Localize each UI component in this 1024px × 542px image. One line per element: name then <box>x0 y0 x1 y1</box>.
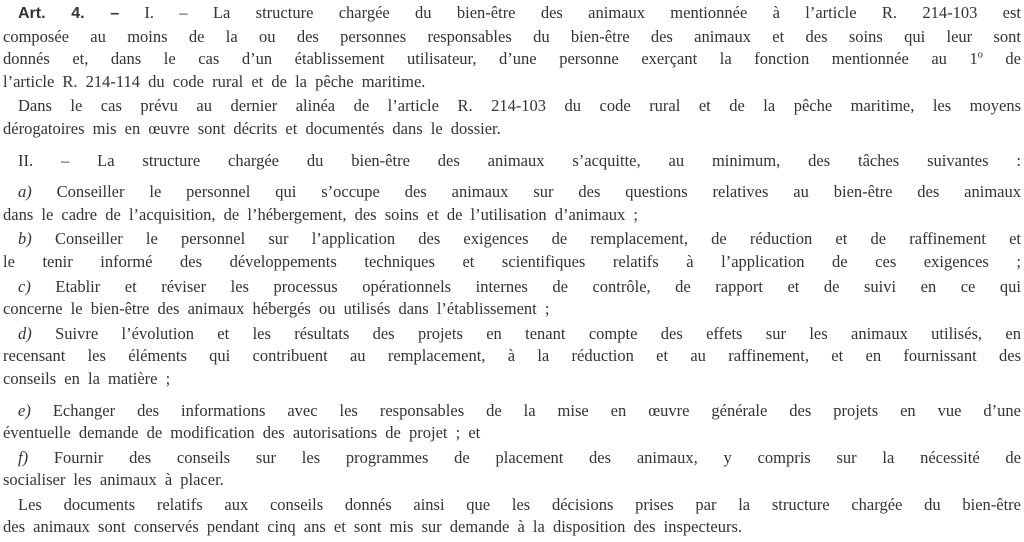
article-number-label: Art. 4. – <box>18 5 120 22</box>
paragraph-item-b <box>3 228 1021 273</box>
paragraph-item-a <box>3 181 1021 226</box>
item-letter-label: c) <box>18 276 31 296</box>
text-line <box>3 228 1021 251</box>
paragraph-item-f <box>3 447 1021 492</box>
paragraph-item-e <box>3 400 1021 445</box>
text-run: Fournir des conseils sur les programmes de placement des animaux, y compris sur la nécessité de <box>53 447 1021 467</box>
text-line <box>3 2 1021 26</box>
text-line <box>3 276 1021 299</box>
text-line: éventuelle demande de modification des autorisations de projet ; et <box>3 423 481 443</box>
text-line <box>3 400 1021 423</box>
item-letter-label: b) <box>18 229 32 249</box>
paragraph-conservation <box>3 494 1021 539</box>
text-line: Les documents relatifs aux conseils donnés ainsi que les décisions prises par la structure chargée du bien-être <box>18 494 1021 514</box>
item-letter-label: e) <box>18 400 31 420</box>
text-line <box>3 181 1021 204</box>
paragraph-item-d <box>3 323 1021 391</box>
text-line: dans le cadre de l’acquisition, de l’hébergement, des soins et de l’utilisation d’animaux ; <box>3 204 638 224</box>
item-letter-label: f) <box>18 447 29 467</box>
text-line: donnés et, dans le cas d’un établissement utilisateur, d’une personne exerçant la fonction mentionnée au 1º de <box>3 49 1021 69</box>
text-line: Dans le cas prévu au dernier alinéa de l’article R. 214-103 du code rural et de la pêche maritime, les moyens <box>18 96 1021 116</box>
text-line <box>3 323 1021 346</box>
item-letter-label: d) <box>18 323 32 343</box>
text-line: concerne le bien-être des animaux hébergés ou utilisés dans l’établissement ; <box>3 299 550 319</box>
text-line: conseils en la matière ; <box>3 368 171 388</box>
text-line: le tenir informé des développements techniques et scientifiques relatifs à l’application de ces exigences ; <box>3 251 1021 271</box>
text-run: I. – La structure chargée du bien-être des animaux mentionnée à l’article R. 214-103 est <box>144 3 1021 22</box>
item-letter-label: a) <box>18 182 32 202</box>
paragraph-item-c <box>3 276 1021 321</box>
text-run: Conseiller le personnel qui s’occupe des animaux sur des questions relatives au bien-être des animaux <box>56 182 1021 202</box>
text-line <box>3 447 1021 470</box>
text-run: Suivre l’évolution et les résultats des projets en tenant compte des effets sur les animaux utilisés, en <box>55 323 1021 343</box>
paragraph-derogation <box>3 95 1021 140</box>
text-line: des animaux sont conservés pendant cinq ans et sont mis sur demande à la disposition des inspecteurs. <box>3 517 742 537</box>
text-line: dérogatoires mis en œuvre sont décrits et documentés dans le dossier. <box>3 118 501 138</box>
text-line: recensant les éléments qui contribuent au remplacement, à la réduction et au raffinement, et en fournissant des <box>3 346 1021 366</box>
text-line: socialiser les animaux à placer. <box>3 470 224 490</box>
text-run: Echanger des informations avec les responsables de la mise en œuvre générale des projets en vue d’une <box>52 400 1022 420</box>
paragraph-art4-I <box>3 2 1021 93</box>
text-line: II. – La structure chargée du bien-être des animaux s’acquitte, au minimum, des tâches suivantes : <box>18 150 1021 170</box>
text-line: composée au moins de la ou des personnes responsables du bien-être des animaux et des soins qui leur sont <box>3 26 1021 46</box>
paragraph-II <box>3 150 1021 173</box>
text-line: l’article R. 214-114 du code rural et de la pêche maritime. <box>3 71 426 91</box>
text-run: Etablir et réviser les processus opérationnels internes de contrôle, de rapport et de suivi en ce qui <box>55 276 1021 296</box>
text-run: Conseiller le personnel sur l’application des exigences de remplacement, de réduction et de raffinement et <box>54 229 1021 249</box>
